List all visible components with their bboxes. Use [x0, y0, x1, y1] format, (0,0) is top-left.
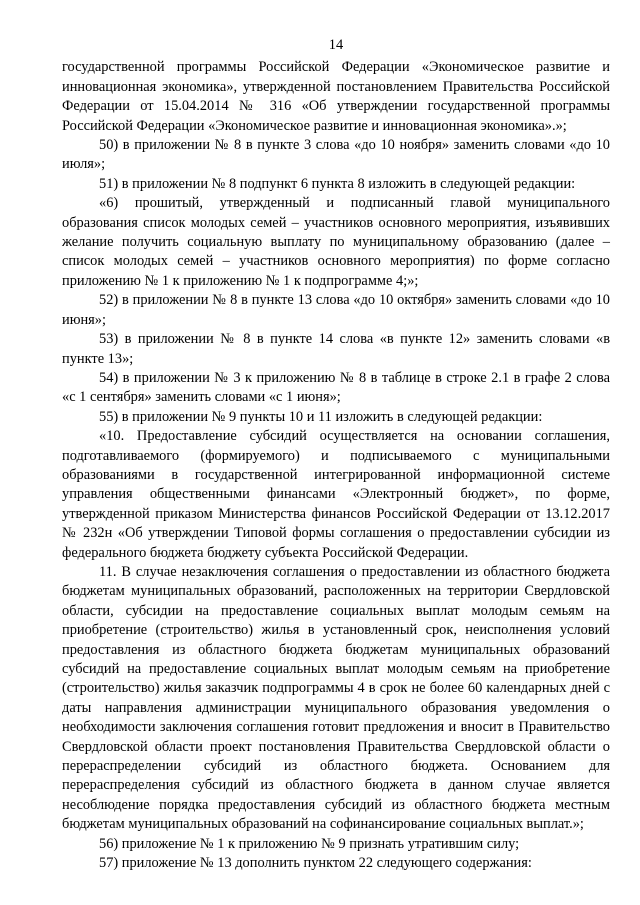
paragraph-item-56: 56) приложение № 1 к приложению № 9 признать утратившим силу;	[99, 835, 520, 852]
paragraph-item-52: 52) в приложении № 8 в пункте 13 слова «до 10 октября» заменить словами «до 10 июня»;	[62, 292, 610, 328]
paragraph-quote-6: «6) прошитый, утвержденный и подписанный главой муниципального образования список молодых семей – участников основного мероприятия, изъявивших желание получить социальную выплату по муниципальному образованию (далее – список молодых семей – участников основного мероприятия) по форме согласно приложению № 1 к приложению № 1 к подпрограмме 4;»;	[62, 195, 610, 289]
paragraph-item-57: 57) приложение № 13 дополнить пунктом 22 следующего содержания:	[99, 855, 532, 872]
paragraph-item-55: 55) в приложении № 9 пункты 10 и 11 изложить в следующей редакции:	[99, 408, 543, 425]
paragraph-item-53: 53) в приложении № 8 в пункте 14 слова «в пункте 12» заменить словами «в пункте 13»;	[62, 331, 610, 367]
paragraph-item-51: 51) в приложении № 8 подпункт 6 пункта 8 изложить в следующей редакции:	[99, 175, 576, 192]
paragraph-quote-11: 11. В случае незаключения соглашения о предоставлении из областного бюджета бюджетам муниципальных образований, расположенных на территории Свердловской области, субсидии на предоставление социальных выплат молодым семьям на приобретение (строительство) жилья в установленный срок, неисполнения условий предоставления из областного бюджета бюджетам муниципальных образований субсидий на предоставление социальных выплат молодым семьям на приобретение (строительство) жилья заказчик подпрограммы 4 в срок не более 60 календарных дней с даты направления администрации муниципального образования уведомления о необходимости заключения соглашения готовит предложения и вносит в Правительство Свердловской области проект постановления Правительства Свердловской области о перераспределении субсидий из областного бюджета. Основанием для перераспределения субсидий из областного бюджета в данном случае является несоблюдение порядка предоставления субсидий из областного бюджета местным бюджетам муниципальных образований на софинансирование социальных выплат.»;	[62, 563, 610, 833]
paragraph-quote-10: «10. Предоставление субсидий осуществляется на основании соглашения, подготавливаемого (формируемого) и подписываемого с муниципальными образованиями в государственной интегрированной информационной системе управления общественными финансами «Электронный бюджет», по форме, утвержденной приказом Министерства финансов Российской Федерации от 13.12.2017 № 232н «Об утверждении Типовой формы соглашения о предоставлении субсидии из федерального бюджета бюджету субъекта Российской Федерации.	[62, 428, 610, 561]
paragraph-item-50: 50) в приложении № 8 в пункте 3 слова «до 10 ноября» заменить словами «до 10 июля»;	[62, 137, 610, 173]
paragraph-continuation: государственной программы Российской Федерации «Экономическое развитие и инновационная экономика», утвержденной постановлением Правительства Российской Федерации от 15.04.2014 № 316 «Об утверждении государственной программы Российской Федерации «Экономическое развитие и инновационная экономика».»;	[62, 59, 610, 134]
document-page	[62, 36, 610, 873]
page-number: 14	[328, 37, 344, 53]
paragraph-item-54: 54) в приложении № 3 к приложению № 8 в таблице в строке 2.1 в графе 2 слова «с 1 сентября» заменить словами «с 1 июня»;	[62, 369, 610, 406]
